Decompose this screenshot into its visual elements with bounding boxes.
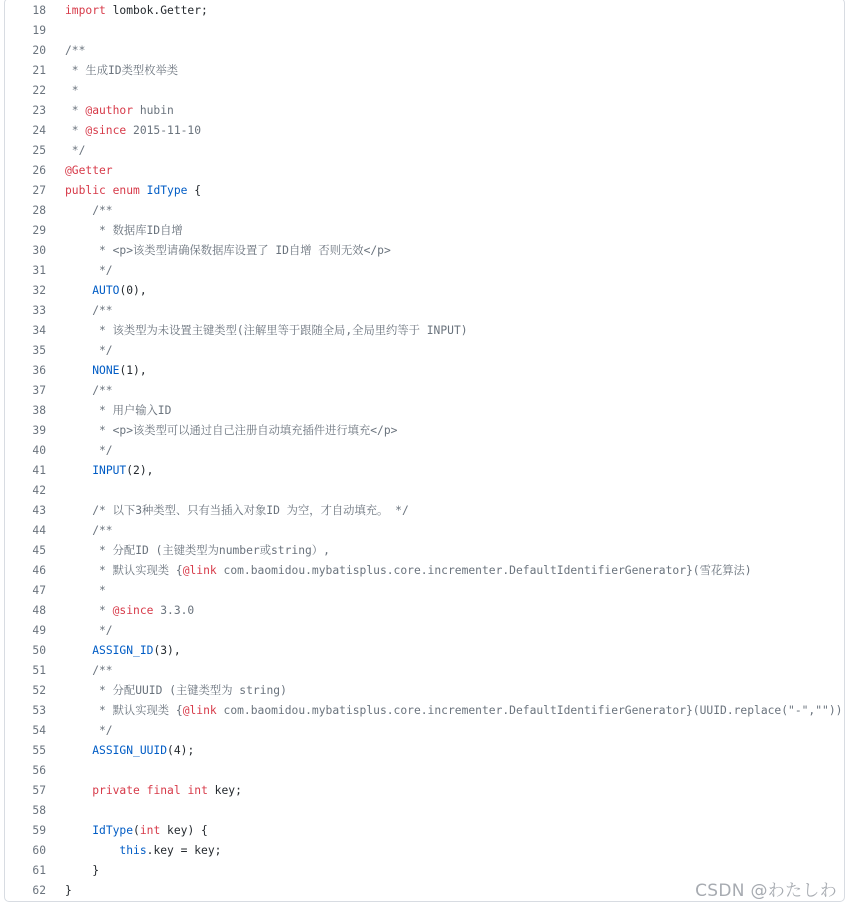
code-token: /**	[65, 304, 113, 317]
line-number: 37	[32, 384, 46, 397]
line-number: 54	[32, 724, 46, 737]
code-token: import	[65, 4, 106, 17]
code-text	[46, 641, 181, 661]
code-line	[5, 221, 844, 241]
code-token	[140, 784, 147, 797]
code-token: {	[187, 184, 202, 197]
code-token: * 该类型为未设置主键类型(注解里等于跟随全局,全局里约等于 INPUT)	[65, 324, 468, 337]
code-line	[5, 341, 844, 361]
code-text	[46, 821, 208, 841]
code-token: (	[133, 824, 140, 837]
code-line	[5, 241, 844, 261]
code-token: com.baomidou.mybatisplus.core.incrementer.DefaultIdentifierGenerator}(雪花算法)	[216, 564, 752, 577]
code-block	[4, 0, 845, 902]
code-line	[5, 501, 844, 521]
code-token: */	[65, 724, 113, 737]
code-text	[46, 601, 194, 621]
code-token	[65, 744, 92, 757]
code-line	[5, 781, 844, 801]
line-number: 34	[32, 324, 46, 337]
code-token: * <p>该类型请确保数据库设置了 ID自增 否则无效</p>	[65, 244, 391, 257]
code-line	[5, 481, 844, 501]
code-text	[46, 621, 113, 641]
code-line	[5, 41, 844, 61]
code-line	[5, 621, 844, 641]
code-token	[65, 464, 92, 477]
code-text	[46, 1, 208, 21]
code-token: enum	[112, 184, 140, 197]
line-number: 52	[32, 684, 46, 697]
line-number: 53	[32, 704, 46, 717]
code-text	[46, 101, 174, 121]
code-token: key;	[207, 784, 242, 797]
code-lines	[5, 1, 844, 901]
code-text	[46, 561, 752, 581]
line-number: 44	[32, 524, 46, 537]
code-text	[46, 721, 113, 741]
code-text	[46, 361, 147, 381]
code-token: * 分配UUID (主键类型为 string)	[65, 684, 287, 697]
code-line	[5, 601, 844, 621]
code-line	[5, 441, 844, 461]
code-token: this	[119, 844, 147, 857]
code-line	[5, 661, 844, 681]
code-token: private	[92, 784, 140, 797]
line-number: 19	[32, 24, 46, 37]
code-line	[5, 201, 844, 221]
code-text	[46, 41, 85, 61]
code-token: /**	[65, 44, 86, 57]
code-line	[5, 841, 844, 861]
code-text	[46, 421, 397, 441]
code-line	[5, 61, 844, 81]
line-number: 24	[32, 124, 46, 137]
line-number: 49	[32, 624, 46, 637]
line-number: 51	[32, 664, 46, 677]
code-text	[46, 701, 842, 721]
line-number: 55	[32, 744, 46, 757]
line-number: 31	[32, 264, 46, 277]
code-token: /**	[65, 384, 113, 397]
code-token: */	[65, 344, 113, 357]
code-token: key) {	[160, 824, 208, 837]
line-number: 28	[32, 204, 46, 217]
code-line	[5, 321, 844, 341]
code-token: public	[65, 184, 106, 197]
code-text	[46, 681, 287, 701]
code-token	[65, 824, 92, 837]
code-text	[46, 141, 85, 161]
code-text	[46, 781, 242, 801]
line-number: 58	[32, 804, 46, 817]
code-token: (0),	[119, 284, 147, 297]
line-number: 48	[32, 604, 46, 617]
code-token: /**	[65, 204, 113, 217]
code-token: */	[65, 624, 113, 637]
code-text	[46, 121, 201, 141]
line-number: 35	[32, 344, 46, 357]
code-token: * 生成ID类型枚举类	[65, 64, 179, 77]
line-number: 39	[32, 424, 46, 437]
code-token: * 默认实现类 {	[65, 564, 183, 577]
code-text	[46, 441, 113, 461]
code-token: * 分配ID (主键类型为number或string）,	[65, 544, 330, 557]
code-line	[5, 281, 844, 301]
code-text	[46, 281, 147, 301]
code-text	[46, 301, 113, 321]
code-token: final	[146, 784, 181, 797]
code-line	[5, 261, 844, 281]
line-number: 36	[32, 364, 46, 377]
code-line	[5, 521, 844, 541]
line-number: 23	[32, 104, 46, 117]
code-token: @link	[182, 564, 217, 577]
code-text	[46, 341, 113, 361]
code-token: /* 以下3种类型、只有当插入对象ID 为空，才自动填充。 */	[65, 504, 409, 517]
code-token: */	[65, 444, 113, 457]
code-text	[46, 401, 171, 421]
line-number: 18	[32, 4, 46, 17]
line-number: 47	[32, 584, 46, 597]
code-token: */	[65, 264, 113, 277]
code-token	[65, 284, 92, 297]
code-token: (3),	[153, 644, 181, 657]
code-line	[5, 301, 844, 321]
code-line	[5, 741, 844, 761]
code-text	[46, 881, 72, 901]
code-token: * <p>该类型可以通过自己注册自动填充插件进行填充</p>	[65, 424, 398, 437]
code-token: NONE	[92, 364, 120, 377]
code-token: *	[65, 124, 86, 137]
line-number: 27	[32, 184, 46, 197]
code-token: @author	[85, 104, 134, 117]
code-token: @link	[182, 704, 217, 717]
code-line	[5, 641, 844, 661]
code-token: ASSIGN_UUID	[92, 744, 168, 757]
code-token: *	[65, 84, 79, 97]
code-token: /**	[65, 524, 113, 537]
code-token: /**	[65, 664, 113, 677]
code-line	[5, 681, 844, 701]
code-token: INPUT	[92, 464, 127, 477]
code-token: @since	[85, 124, 127, 137]
code-token: }	[65, 864, 100, 877]
code-text	[46, 221, 183, 241]
code-text	[46, 841, 221, 861]
code-line	[5, 561, 844, 581]
code-token: (4);	[167, 744, 195, 757]
code-token: */	[65, 144, 86, 157]
line-number: 41	[32, 464, 46, 477]
code-token: @since	[112, 604, 154, 617]
code-token: int	[187, 784, 208, 797]
code-text	[46, 461, 153, 481]
code-line	[5, 581, 844, 601]
line-number: 61	[32, 864, 46, 877]
code-text	[46, 861, 99, 881]
code-token: (2),	[126, 464, 154, 477]
code-text	[46, 201, 113, 221]
line-number: 62	[32, 884, 46, 897]
code-token: com.baomidou.mybatisplus.core.incrementer.DefaultIdentifierGenerator}(UUID.replace("-",""))	[216, 704, 843, 717]
code-token	[65, 784, 92, 797]
line-number: 43	[32, 504, 46, 517]
code-text	[46, 241, 391, 261]
line-number: 56	[32, 764, 46, 777]
line-number: 60	[32, 844, 46, 857]
code-line	[5, 361, 844, 381]
code-token: hubin	[133, 104, 174, 117]
line-number: 40	[32, 444, 46, 457]
watermark: CSDN @わたしわ	[695, 881, 837, 901]
code-line	[5, 761, 844, 781]
code-token: @Getter	[65, 164, 113, 177]
code-token: *	[65, 604, 113, 617]
code-line	[5, 1, 844, 21]
code-line	[5, 181, 844, 201]
code-text	[46, 581, 106, 601]
code-token: 3.3.0	[153, 604, 195, 617]
code-text	[46, 661, 113, 681]
code-token: * 默认实现类 {	[65, 704, 183, 717]
code-token: * 用户输入ID	[65, 404, 172, 417]
code-token: *	[65, 104, 86, 117]
line-number: 26	[32, 164, 46, 177]
code-text	[46, 181, 201, 201]
line-number: 33	[32, 304, 46, 317]
code-line	[5, 801, 844, 821]
code-line	[5, 421, 844, 441]
line-number: 29	[32, 224, 46, 237]
code-line	[5, 101, 844, 121]
code-token	[65, 364, 92, 377]
line-number: 59	[32, 824, 46, 837]
line-number: 20	[32, 44, 46, 57]
code-text	[46, 741, 194, 761]
code-line	[5, 721, 844, 741]
code-token: (1),	[119, 364, 147, 377]
code-token	[140, 184, 147, 197]
code-text	[46, 501, 409, 521]
code-line	[5, 461, 844, 481]
line-number: 46	[32, 564, 46, 577]
code-line	[5, 821, 844, 841]
code-token: *	[65, 584, 106, 597]
line-number: 38	[32, 404, 46, 417]
code-line	[5, 381, 844, 401]
code-token	[65, 644, 92, 657]
code-text	[46, 61, 178, 81]
line-number: 57	[32, 784, 46, 797]
code-text	[46, 321, 468, 341]
code-token: lombok.Getter;	[105, 4, 208, 17]
code-text	[46, 81, 79, 101]
code-line	[5, 161, 844, 181]
code-line	[5, 21, 844, 41]
code-token: * 数据库ID自增	[65, 224, 183, 237]
code-line	[5, 541, 844, 561]
code-token: 2015-11-10	[126, 124, 202, 137]
code-line	[5, 81, 844, 101]
code-token: .key = key;	[146, 844, 222, 857]
line-number: 22	[32, 84, 46, 97]
code-token: IdType	[92, 824, 134, 837]
line-number: 21	[32, 64, 46, 77]
code-token: int	[139, 824, 161, 837]
code-token	[65, 844, 119, 857]
code-line	[5, 141, 844, 161]
code-token: }	[65, 884, 72, 897]
line-number: 45	[32, 544, 46, 557]
code-line	[5, 701, 844, 721]
code-line	[5, 121, 844, 141]
code-token	[106, 184, 113, 197]
line-number: 30	[32, 244, 46, 257]
code-text	[46, 381, 113, 401]
code-line	[5, 401, 844, 421]
code-text	[46, 541, 330, 561]
code-text	[46, 261, 113, 281]
code-token: ASSIGN_ID	[92, 644, 154, 657]
line-number: 42	[32, 484, 46, 497]
code-token: IdType	[146, 184, 188, 197]
code-text	[46, 161, 113, 181]
line-number: 25	[32, 144, 46, 157]
line-number: 32	[32, 284, 46, 297]
line-number: 50	[32, 644, 46, 657]
code-text	[46, 521, 113, 541]
code-token: AUTO	[92, 284, 120, 297]
